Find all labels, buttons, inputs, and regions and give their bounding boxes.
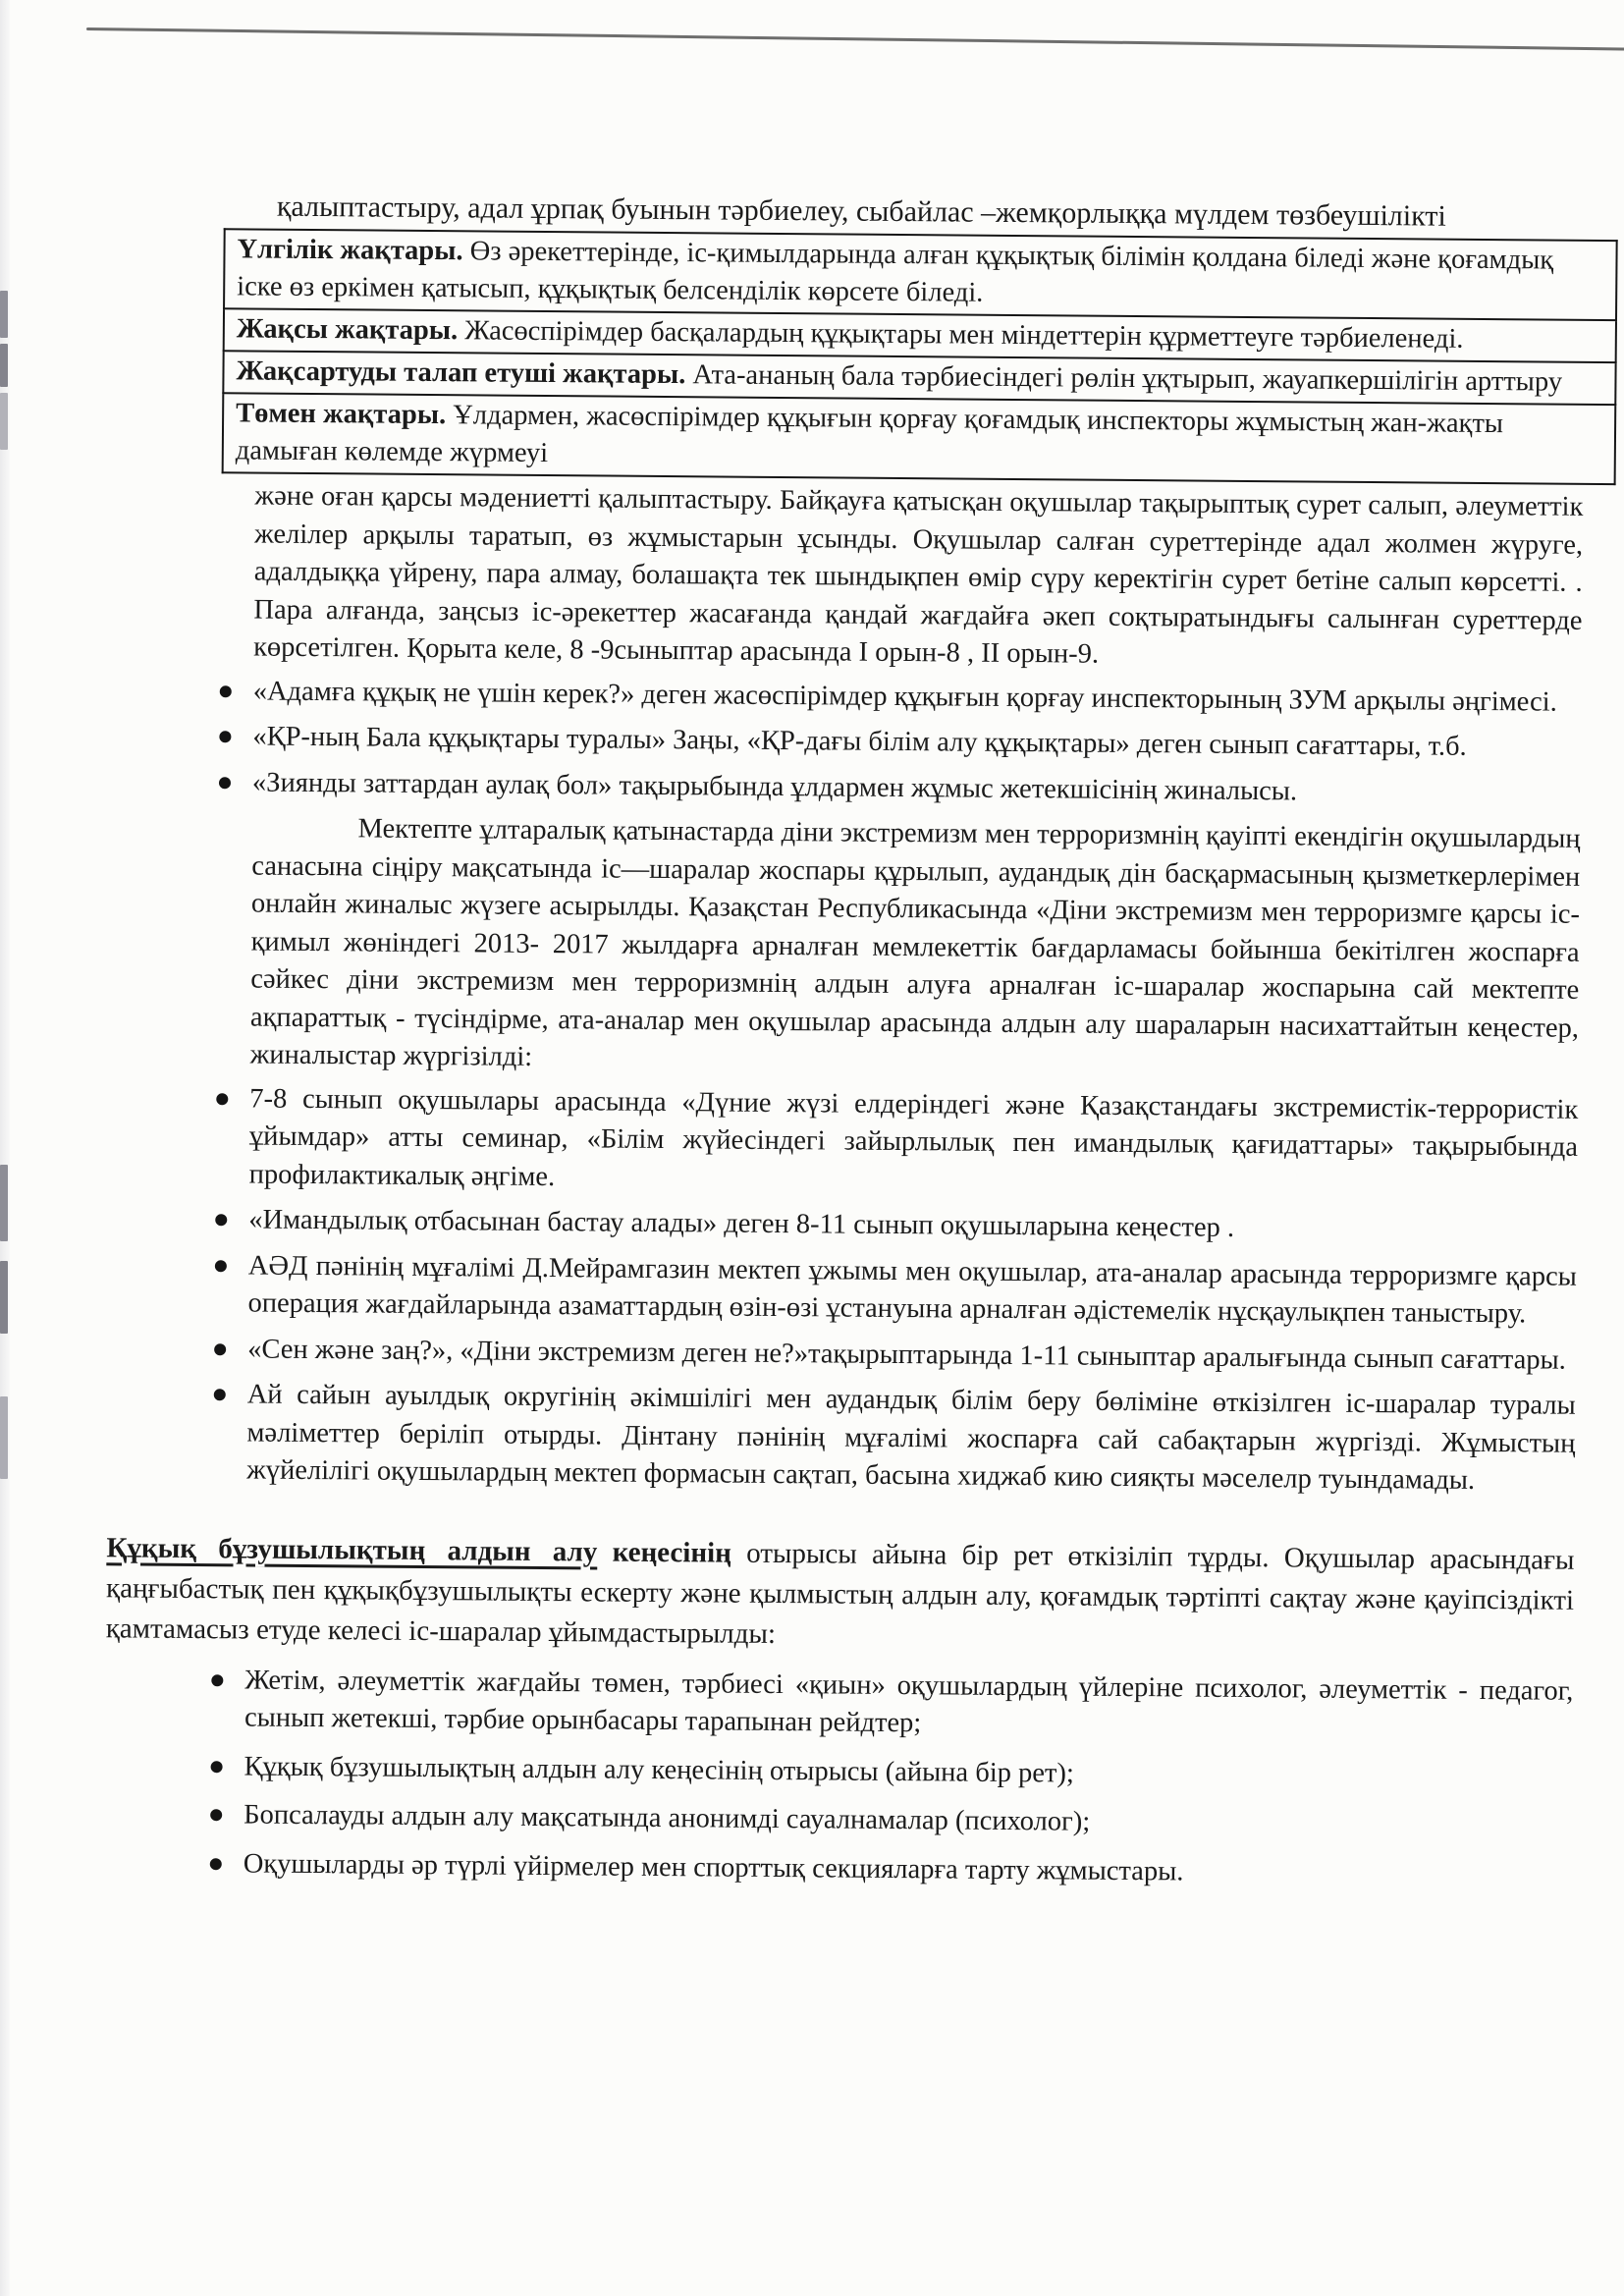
final-bullet-list xyxy=(244,1662,1574,1894)
document-body xyxy=(105,478,1584,1894)
row-label: Жақсы жақтары. xyxy=(236,313,459,347)
bullet-dot-icon xyxy=(210,1809,222,1821)
bullet-item xyxy=(248,1080,1578,1205)
bullet-text: 7-8 сынып оқушылары арасында «Дүние жүзі елдеріндегі және Қазақстандағы зкстремистік-террористік ұйымдар» атты семинар, «Білім жүйесіндегі зайырлылық пен имандылық қағидаттары» тақырыбында профилактикалық әңгіме. xyxy=(248,1082,1579,1192)
bullet-text: «Адамға құқық не үшін керек?» деген жасөспірімдер құқығын қорғау инспекторының ЗУМ арқылы әңгімесі. xyxy=(252,676,1557,718)
lead-bold: кеңесінің xyxy=(597,1535,732,1569)
bullet-text: АӘД пәнінің мұғалімі Д.Мейрамгазин мектеп ұжымы мен оқушылар, ата-аналар арасында терроризмге қарсы операция жағдайларында азаматтардың өзін-өзі ұстануына арналған әдістемелік нұсқаулықпен таныстыру. xyxy=(247,1249,1577,1330)
table-cell xyxy=(223,393,1616,484)
bullet-dot-icon xyxy=(216,1093,228,1105)
bullet-dot-icon xyxy=(215,1214,227,1226)
paragraph: және оған қарсы мәдениетті қалыптастыру. Байқауға қатысқан оқушылар тақырыптық сурет салып, әлеуметтік желілер арқылы таратып, өз жұмыстарын ұсынды. Оқушылар салған суреттерінде адал жолмен жүруге, адалдыққа үйрену, пара алмау, болашақта тек шындықпен өмір сүру керектігін сурет бетіне салып көрсетті. . Пара алғанда, заңсыз іс-әрекеттер жасағанда қандай жағдайға әкеп соқтыратындығы салынған суреттерде көрсетілген. Қорыта келе, 8 -9сыныптар арасында I орын-8 , II орын-9. xyxy=(253,480,1584,670)
lead-rest: отырысы айына бір рет өткізіліп тұрды. Оқушылар арасындағы қаңғыбастық пен құқықбұзушылықты ескерту және қылмыстың алдын алу, қоғамдық тәртіпті сақтау және қауіпсіздікті қамтамасыз етуде келесі іс-шаралар ұйымдастырылды: xyxy=(105,1537,1575,1650)
row-label: Үлгілік жақтары. xyxy=(237,234,463,267)
bullet-item xyxy=(247,1331,1576,1380)
assessment-table xyxy=(222,228,1618,485)
bullet-item xyxy=(244,1796,1572,1845)
row-text: Өз әрекеттерінде, іс-қимылдарында алған құқықтық білімін қолдана біледі және қоғамдық іске өз еркімен қатысып, құқықтық белсенділік көрсете біледі. xyxy=(237,236,1554,308)
lead-paragraph xyxy=(106,1528,1575,1662)
bullet-item xyxy=(246,1376,1576,1501)
bullet-item xyxy=(248,1201,1577,1250)
bullet-item xyxy=(244,1748,1572,1797)
bullet-dot-icon xyxy=(220,685,232,697)
table-cell xyxy=(224,229,1617,320)
bullet-dot-icon xyxy=(219,731,231,742)
bullet-dot-icon xyxy=(219,777,231,789)
bullet-item xyxy=(252,764,1581,813)
bullet-text: Жетім, әлеуметтік жағдайы төмен, тәрбиесі «қиын» оқушылардың үйлеріне психолог, әлеуметтік - педагог, сынып жетекші, тәрбие орынбасары тарапынан рейдтер; xyxy=(244,1664,1574,1739)
bullet-text: Құқық бұзушылықтың алдын алу кеңесінің отырысы (айына бір рет); xyxy=(244,1750,1074,1789)
row-label: Төмен жақтары. xyxy=(236,398,447,431)
bullet-item xyxy=(244,1845,1572,1894)
bullet-dot-icon xyxy=(210,1858,222,1870)
bullet-dot-icon xyxy=(215,1260,227,1272)
bullet-dot-icon xyxy=(214,1389,226,1400)
bullet-item xyxy=(247,1247,1577,1334)
bullet-dot-icon xyxy=(214,1343,226,1355)
table-row xyxy=(224,229,1617,320)
assessment-table-body xyxy=(223,229,1617,484)
bullet-text: «Имандылық отбасынан бастау алады» деген 8-11 сынып оқушыларына кеңестер . xyxy=(248,1204,1235,1243)
bullet-text: Бопсалауды алдын алу мақсатында анонимді сауалнамалар (психолог); xyxy=(244,1799,1091,1837)
bullet-text: «ҚР-ның Бала құқықтары туралы» Заңы, «ҚР-дағы білім алу құқықтары» деген сынып сағаттары, т.б. xyxy=(252,721,1467,762)
row-text: Ата-ананың бала тәрбиесіндегі рөлін ұқтырып, жауапкершілігін арттыру xyxy=(685,359,1563,398)
paragraph: Мектепте ұлтаралық қатынастарда діни экстремизм мен терроризмнің қауіпті екендігін оқушылардың санасына сіңіру мақсатында іс—шаралар жоспары құрылып, аудандық дін басқармасының қызметкерлерімен онлайн жиналыс жүзеге асырылды. Қазақстан Республикасында «Діни экстремизм мен терроризмге қарсы іс-қимыл жөніндегі 2013- 2017 жылдарға арналған мемлекеттік бағдарламасы бойынша бекітілген жоспарға сәйкес діни экстремизм мен терроризмнің алдын алуға арналған іс-шаралар жоспарына сай мектепте ақпараттық - түсіндірме, ата-аналар мен оқушылар арасында алдын алу шараларын насихаттайтын кеңестер, жиналыстар жүргізілді: xyxy=(249,813,1581,1072)
intro-line: қалыптастыру, адал ұрпақ буынын тәрбиелеу, сыбайлас –жемқорлыққа мүлдем төзбеушілікті xyxy=(276,190,1446,233)
bullet-text: Оқушыларды әр түрлі үйірмелер мен спорттық секцияларға тарту жұмыстары. xyxy=(243,1847,1184,1886)
row-text: Жасөспірімдер басқалардың құқықтары мен міндеттерін құрметтеуге тәрбиеленеді. xyxy=(458,315,1464,355)
bullet-text: «Зиянды заттардан аулақ бол» тақырыбында ұлдармен жұмыс жетекшісінің жиналысы. xyxy=(251,766,1298,806)
bullet-text: «Сен және заң?», «Діни экстремизм деген не?»тақырыптарында 1-11 сыныптар аралығында сынып сағаттары. xyxy=(247,1333,1566,1376)
bullet-item xyxy=(244,1662,1574,1748)
bullet-dot-icon xyxy=(211,1761,223,1773)
row-label: Жақсартуды талап етуші жақтары. xyxy=(236,355,686,391)
bullet-text: Ай сайын ауылдық округінің әкімшілігі мен аудандық білім беру бөліміне өткізілген іс-шаралар туралы мәліметтер беріліп отырды. Дінтану пәнінің мұғалімі жоспарға сай сабақтарын жүргізді. Жұмыстың жүйелілігі оқушылардың мектеп формасын сақтап, басына хиджаб кию сияқты мәселелр туындамады. xyxy=(246,1379,1576,1496)
bullet-dot-icon xyxy=(211,1674,223,1686)
bullet-item xyxy=(252,719,1581,768)
table-row xyxy=(223,393,1616,484)
bullet-item xyxy=(253,673,1582,722)
lead-underlined: Құқық бұзушылықтың алдын алу xyxy=(106,1531,598,1567)
row-text: Ұлдармен, жасөспірімдер құқығын қорғау қоғамдық инспекторы жұмыстың жан-жақты дамыған көлемде жүрмеуі xyxy=(235,400,1504,469)
